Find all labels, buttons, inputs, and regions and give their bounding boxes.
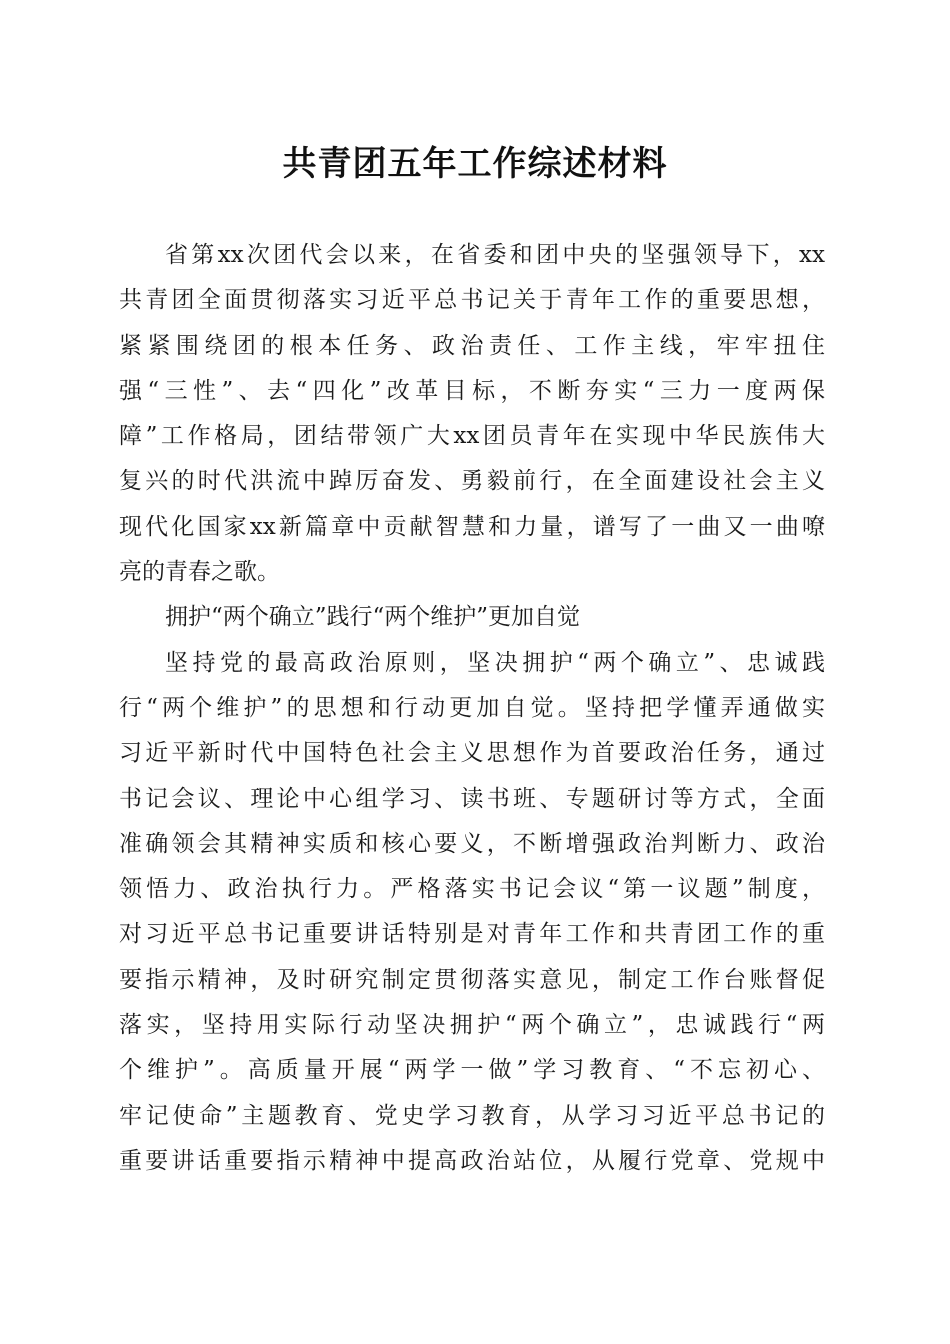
paragraph-line: 复兴的时代洪流中踔厉奋发、勇毅前行，在全面建设社会主义: [119, 468, 825, 495]
paragraph-line: 准确领会其精神实质和核心要义，不断增强政治判断力、政治: [119, 830, 825, 857]
paragraph-line: 省第xx次团代会以来，在省委和团中央的坚强领导下，xx: [165, 242, 825, 268]
paragraph-line: 落实，坚持用实际行动坚决拥护“两个确立”，忠诚践行“两: [119, 1012, 825, 1039]
paragraph-line: 要指示精神，及时研究制定贯彻落实意见，制定工作台账督促: [119, 966, 825, 993]
document-body: [119, 233, 825, 1184]
paragraph-line: 牢记使命”主题教育、党史学习教育，从学习习近平总书记的: [119, 1102, 825, 1129]
paragraph-line: 坚持党的最高政治原则，坚决拥护“两个确立”、忠诚践: [165, 649, 825, 676]
paragraph-line: 对习近平总书记重要讲话特别是对青年工作和共青团工作的重: [119, 921, 825, 948]
paragraph-line: 行“两个维护”的思想和行动更加自觉。坚持把学懂弄通做实: [119, 694, 825, 721]
paragraph-line: 书记会议、理论中心组学习、读书班、专题研讨等方式，全面: [119, 785, 825, 812]
paragraph-line: 强“三性”、去“四化”改革目标，不断夯实“三力一度两保: [119, 377, 825, 404]
paragraph-line: 习近平新时代中国特色社会主义思想作为首要政治任务，通过: [119, 740, 825, 767]
paragraph-line: 共青团全面贯彻落实习近平总书记关于青年工作的重要思想，: [119, 287, 825, 314]
section-heading: 拥护“两个确立”践行“两个维护”更加自觉: [165, 604, 581, 631]
paragraph-line: 障”工作格局，团结带领广大xx团员青年在实现中华民族伟大: [119, 423, 825, 450]
paragraph-line: 重要讲话重要指示精神中提高政治站位，从履行党章、党规中: [119, 1147, 825, 1174]
paragraph-line: 紧紧围绕团的根本任务、政治责任、工作主线，牢牢扭住: [119, 332, 825, 359]
paragraph-line: 亮的青春之歌。: [119, 559, 280, 586]
paragraph-line: 个维护”。高质量开展“两学一做”学习教育、“不忘初心、: [119, 1057, 825, 1084]
document-title: 共青团五年工作综述材料: [282, 144, 668, 184]
paragraph-line: 现代化国家xx新篇章中贡献智慧和力量，谱写了一曲又一曲嘹: [119, 513, 825, 540]
paragraph-line: 领悟力、政治执行力。严格落实书记会议“第一议题”制度，: [119, 876, 825, 903]
